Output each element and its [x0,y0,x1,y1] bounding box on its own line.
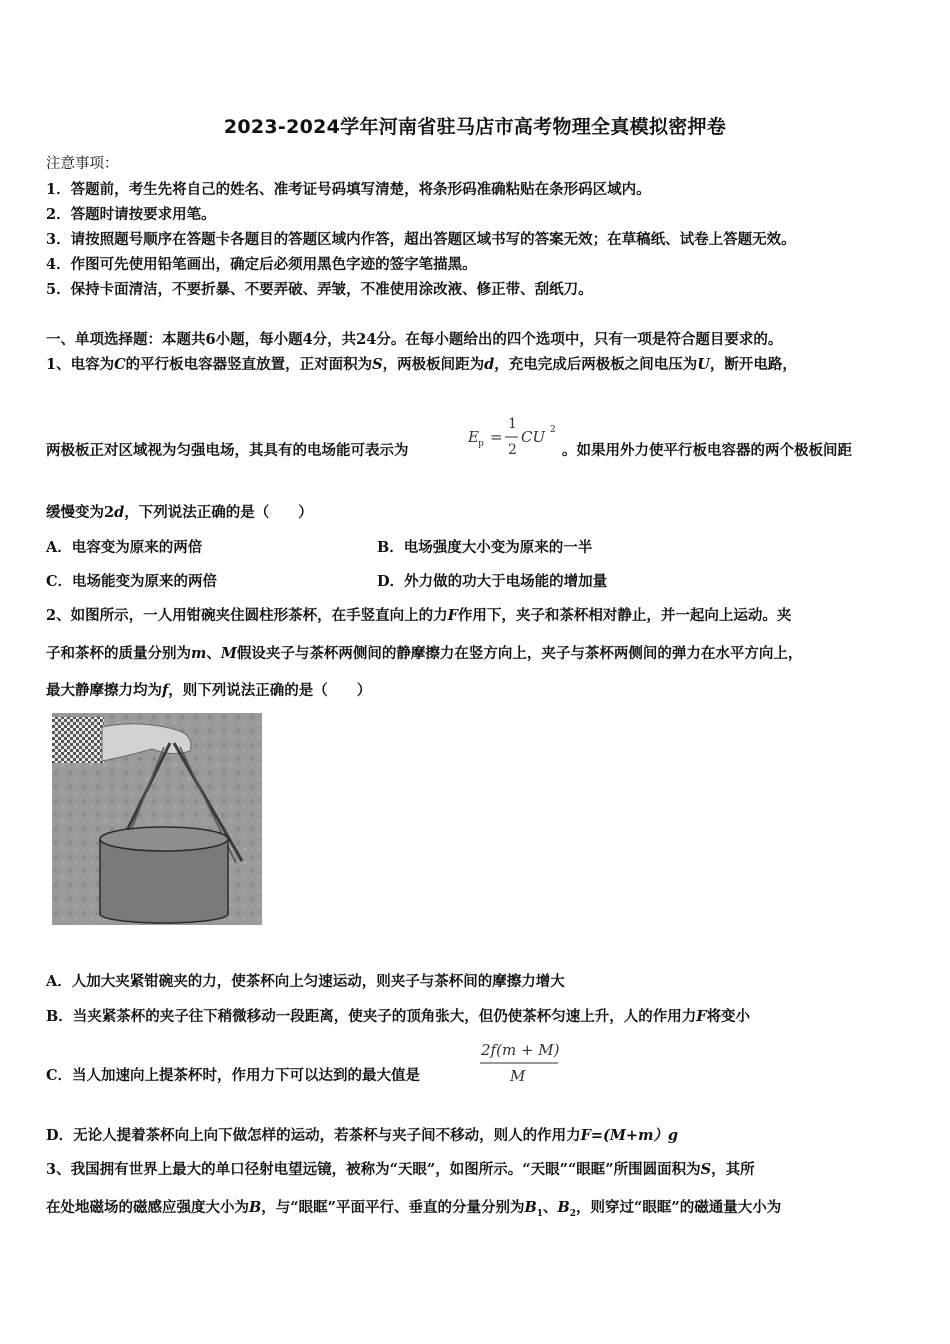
option-d[interactable]: D．外力做的功大于电场能的增加量 [377,573,608,590]
question-1-line-3: 缓慢变为2d，下列说法正确的是（ ） [46,504,313,521]
question-2-line-1: 2、如图所示，一人用钳碗夹住圆柱形茶杯，在手竖直向上的力F作用下，夹子和茶杯相对静止，并一起向上运动。夹 [46,607,792,624]
svg-text:1: 1 [508,416,517,432]
question-1-line-1: 1、电容为C的平行板电容器竖直放置，正对面积为S，两极板间距为d，充电完成后两极板之间电压为U，断开电路， [46,356,797,373]
question-1-line-2b: 。如果用外力使平行板电容器的两个极板间距 [562,442,852,459]
notice-item: 2．答题时请按要求用笔。 [46,206,216,223]
notice-item: 3．请按照题号顺序在答题卡各题目的答题区域内作答，超出答题区域书写的答案无效；在草稿纸、试卷上答题无效。 [46,231,796,248]
svg-text:=: = [490,428,503,446]
question-3-line-2: 在处地磁场的磁感应强度大小为B，与“眼眶”平面平行、垂直的分量分别为$B_1$、$B_2$，则穿过“眼眶”的磁通量大小为 [46,1199,782,1219]
option-b[interactable]: B．电场强度大小变为原来的一半 [377,539,593,556]
notice-item: 5．保持卡面清洁，不要折暴、不要弄破、弄皱，不准使用涂改液、修正带、刮纸刀。 [46,281,593,298]
option-b[interactable]: B．当夹紧茶杯的夹子往下稍微移动一段距离，使夹子的顶角张大，但仍使茶杯匀速上升，人的作用力F将变小 [46,1008,751,1025]
teacup-clamp-photo [52,713,262,925]
svg-text:2f(m + M): 2f(m + M) [481,1041,560,1059]
question-2-line-2: 子和茶杯的质量分别为m、M假设夹子与茶杯两侧间的静摩擦力在竖方向上，夹子与茶杯两侧间的弹力在水平方向上， [46,645,803,662]
exam-title: 2023-2024学年河南省驻马店市高考物理全真模拟密押卷 [223,116,727,138]
option-a[interactable]: A．电容变为原来的两倍 [46,539,203,556]
option-c[interactable]: C．当人加速向上提茶杯时，作用力下可以达到的最大值是 [46,1067,421,1084]
option-d[interactable]: D．无论人提着茶杯向上向下做怎样的运动，若茶杯与夹子间不移动，则人的作用力F=(M+m）g [46,1127,679,1144]
notice-item: 4．作图可先使用铅笔画出，确定后必须用黑色字迹的签字笔描黑。 [46,256,477,273]
svg-text:p: p [478,439,484,449]
question-2-line-3: 最大静摩擦力均为f，则下列说法正确的是（ ） [46,682,372,699]
question-1-line-2: 两极板正对区域视为匀强电场，其具有的电场能可表示为 [46,442,409,459]
svg-text:CU: CU [521,428,546,446]
question-3-line-1: 3、我国拥有世界上最大的单口径射电望远镜，被称为“天眼”，如图所示。“天眼”“眼眶”所围圆面积为S，其所 [46,1161,755,1178]
notice-item: 1．答题前，考生先将自己的姓名、准考证号码填写清楚，将条形码准确粘贴在条形码区域内。 [46,181,651,198]
notice-heading: 注意事项： [46,156,119,172]
energy-formula [468,412,564,462]
svg-text:2: 2 [550,425,556,435]
max-force-formula [478,1038,562,1088]
svg-text:M: M [510,1067,526,1085]
section-heading: 一、单项选择题：本题共6小题，每小题4分，共24分。在每小题给出的四个选项中，只有一项是符合题目要求的。 [46,331,783,348]
option-c[interactable]: C．电场能变为原来的两倍 [46,573,218,590]
svg-text:2: 2 [508,442,517,458]
option-a[interactable]: A．人加大夹紧钳碗夹的力，使茶杯向上匀速运动，则夹子与茶杯间的摩擦力增大 [46,973,565,990]
svg-text:E: E [468,428,479,446]
